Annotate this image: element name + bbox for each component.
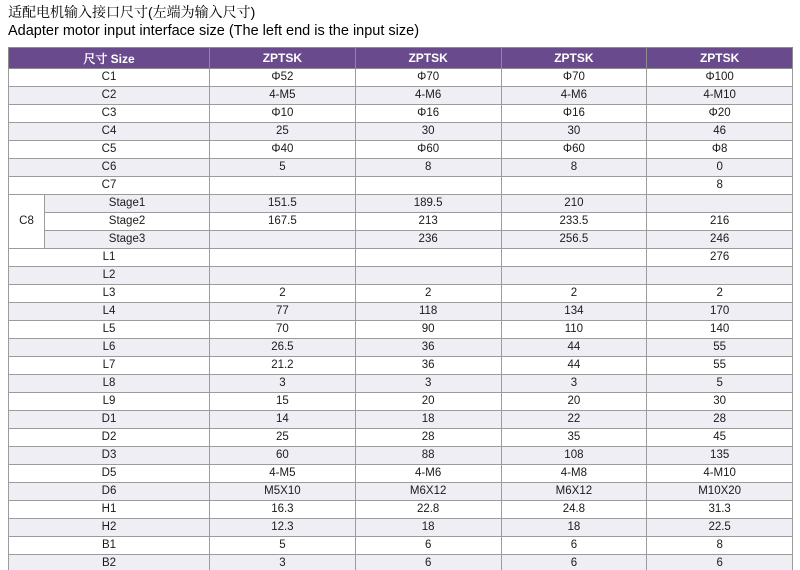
value-cell (355, 177, 501, 195)
value-cell (501, 267, 647, 285)
value-cell: Φ70 (501, 69, 647, 87)
value-cell: Φ20 (647, 105, 793, 123)
value-cell (210, 267, 356, 285)
value-cell: M6X12 (501, 483, 647, 501)
table-row (9, 285, 793, 303)
value-cell: 77 (210, 303, 356, 321)
value-cell: 110 (501, 321, 647, 339)
value-cell (647, 195, 793, 213)
value-cell: 276 (647, 249, 793, 267)
value-cell: 151.5 (210, 195, 356, 213)
value-cell: 46 (647, 123, 793, 141)
table-row (9, 375, 793, 393)
value-cell: 45 (647, 429, 793, 447)
value-cell (355, 249, 501, 267)
value-cell: 5 (647, 375, 793, 393)
value-cell: 3 (210, 555, 356, 570)
table-row (9, 177, 793, 195)
row-label: D5 (9, 465, 210, 483)
value-cell: 88 (355, 447, 501, 465)
row-label: C6 (9, 159, 210, 177)
table-row (9, 141, 793, 159)
value-cell: 30 (355, 123, 501, 141)
table-row (9, 195, 793, 213)
value-cell: 28 (355, 429, 501, 447)
value-cell: 4-M10 (647, 465, 793, 483)
value-cell: 3 (210, 375, 356, 393)
value-cell: 21.2 (210, 357, 356, 375)
table-row (9, 87, 793, 105)
row-label: Stage1 (45, 195, 210, 213)
value-cell: 6 (355, 555, 501, 570)
header-column-zptsk-2: ZPTSK (355, 48, 501, 69)
value-cell: 6 (501, 555, 647, 570)
row-label: C2 (9, 87, 210, 105)
row-label: D3 (9, 447, 210, 465)
value-cell: Φ16 (355, 105, 501, 123)
table-row (9, 105, 793, 123)
value-cell: Φ52 (210, 69, 356, 87)
header-row (9, 48, 793, 69)
row-label: L5 (9, 321, 210, 339)
value-cell: 4-M6 (355, 465, 501, 483)
value-cell: 4-M8 (501, 465, 647, 483)
value-cell: Φ100 (647, 69, 793, 87)
value-cell: 18 (355, 411, 501, 429)
value-cell: 8 (647, 537, 793, 555)
value-cell: 5 (210, 159, 356, 177)
table-row (9, 249, 793, 267)
value-cell: M10X20 (647, 483, 793, 501)
value-cell: 3 (355, 375, 501, 393)
value-cell: 14 (210, 411, 356, 429)
table-row (9, 339, 793, 357)
header-column-zptsk-3: ZPTSK (501, 48, 647, 69)
spec-table-body (9, 69, 793, 570)
value-cell: 55 (647, 357, 793, 375)
value-cell: 167.5 (210, 213, 356, 231)
table-row (9, 159, 793, 177)
value-cell: 8 (647, 177, 793, 195)
value-cell: 4-M6 (355, 87, 501, 105)
value-cell: 8 (501, 159, 647, 177)
value-cell: 60 (210, 447, 356, 465)
value-cell: 30 (647, 393, 793, 411)
value-cell: 22.8 (355, 501, 501, 519)
row-label: C4 (9, 123, 210, 141)
value-cell: 236 (355, 231, 501, 249)
value-cell: 20 (355, 393, 501, 411)
row-label: L6 (9, 339, 210, 357)
value-cell (210, 249, 356, 267)
table-row (9, 447, 793, 465)
header-column-zptsk-1: ZPTSK (210, 48, 356, 69)
value-cell: Φ10 (210, 105, 356, 123)
row-label: B1 (9, 537, 210, 555)
value-cell: 25 (210, 429, 356, 447)
table-row (9, 537, 793, 555)
value-cell: M5X10 (210, 483, 356, 501)
value-cell: 2 (355, 285, 501, 303)
spec-table (8, 47, 793, 570)
value-cell: 5 (210, 537, 356, 555)
row-label: L1 (9, 249, 210, 267)
row-group-label: C8 (9, 195, 45, 249)
row-label: L4 (9, 303, 210, 321)
row-label: Stage3 (45, 231, 210, 249)
value-cell: 30 (501, 123, 647, 141)
value-cell: Φ8 (647, 141, 793, 159)
value-cell (647, 267, 793, 285)
value-cell (355, 267, 501, 285)
value-cell (501, 177, 647, 195)
table-row (9, 429, 793, 447)
value-cell: 6 (355, 537, 501, 555)
value-cell: 4-M5 (210, 87, 356, 105)
table-row (9, 357, 793, 375)
value-cell: 2 (501, 285, 647, 303)
value-cell (501, 249, 647, 267)
value-cell: 12.3 (210, 519, 356, 537)
value-cell: 44 (501, 339, 647, 357)
row-label: B2 (9, 555, 210, 570)
table-row (9, 483, 793, 501)
value-cell: 233.5 (501, 213, 647, 231)
value-cell: 16.3 (210, 501, 356, 519)
value-cell: Φ60 (501, 141, 647, 159)
row-label: L8 (9, 375, 210, 393)
value-cell: 2 (210, 285, 356, 303)
value-cell: 213 (355, 213, 501, 231)
row-label: C5 (9, 141, 210, 159)
value-cell: Φ70 (355, 69, 501, 87)
value-cell: 26.5 (210, 339, 356, 357)
value-cell: 134 (501, 303, 647, 321)
title-english: Adapter motor input interface size (The left end is the input size) (8, 23, 420, 39)
value-cell: Φ60 (355, 141, 501, 159)
value-cell: 118 (355, 303, 501, 321)
value-cell: 35 (501, 429, 647, 447)
value-cell: 6 (501, 537, 647, 555)
value-cell: 108 (501, 447, 647, 465)
table-row (9, 465, 793, 483)
table-row (9, 123, 793, 141)
spec-table-header (9, 48, 793, 69)
value-cell: 210 (501, 195, 647, 213)
row-label: L2 (9, 267, 210, 285)
value-cell: 170 (647, 303, 793, 321)
value-cell: 4-M6 (501, 87, 647, 105)
value-cell: 0 (647, 159, 793, 177)
value-cell: 18 (355, 519, 501, 537)
row-label: C7 (9, 177, 210, 195)
value-cell: 4-M10 (647, 87, 793, 105)
value-cell: 22 (501, 411, 647, 429)
header-size-label: 尺寸 Size (9, 48, 210, 69)
row-label: D1 (9, 411, 210, 429)
value-cell (210, 231, 356, 249)
table-row (9, 555, 793, 570)
row-label: L7 (9, 357, 210, 375)
value-cell: 36 (355, 339, 501, 357)
table-row (9, 501, 793, 519)
row-label: H1 (9, 501, 210, 519)
value-cell: 28 (647, 411, 793, 429)
value-cell: 31.3 (647, 501, 793, 519)
value-cell: 15 (210, 393, 356, 411)
row-label: D6 (9, 483, 210, 501)
value-cell: 90 (355, 321, 501, 339)
table-row (9, 321, 793, 339)
value-cell: 3 (501, 375, 647, 393)
table-row (9, 519, 793, 537)
row-label: H2 (9, 519, 210, 537)
value-cell (210, 177, 356, 195)
header-column-zptsk-4: ZPTSK (647, 48, 793, 69)
table-row (9, 69, 793, 87)
value-cell: Φ40 (210, 141, 356, 159)
value-cell: M6X12 (355, 483, 501, 501)
value-cell: 36 (355, 357, 501, 375)
value-cell: 55 (647, 339, 793, 357)
value-cell: 216 (647, 213, 793, 231)
row-label: D2 (9, 429, 210, 447)
value-cell: 256.5 (501, 231, 647, 249)
value-cell: 44 (501, 357, 647, 375)
value-cell: 8 (355, 159, 501, 177)
value-cell: 246 (647, 231, 793, 249)
table-row (9, 267, 793, 285)
table-row (9, 231, 793, 249)
value-cell: 24.8 (501, 501, 647, 519)
value-cell: 4-M5 (210, 465, 356, 483)
value-cell: 25 (210, 123, 356, 141)
table-row (9, 213, 793, 231)
value-cell: 189.5 (355, 195, 501, 213)
value-cell: 6 (647, 555, 793, 570)
value-cell: 22.5 (647, 519, 793, 537)
value-cell: 20 (501, 393, 647, 411)
value-cell: 135 (647, 447, 793, 465)
row-label: L3 (9, 285, 210, 303)
value-cell: Φ16 (501, 105, 647, 123)
row-label: C1 (9, 69, 210, 87)
row-label: Stage2 (45, 213, 210, 231)
table-row (9, 303, 793, 321)
value-cell: 70 (210, 321, 356, 339)
title-chinese: 适配电机输入接口尺寸(左端为输入尺寸) (8, 4, 256, 20)
table-row (9, 393, 793, 411)
row-label: L9 (9, 393, 210, 411)
value-cell: 140 (647, 321, 793, 339)
table-row (9, 411, 793, 429)
value-cell: 18 (501, 519, 647, 537)
row-label: C3 (9, 105, 210, 123)
value-cell: 2 (647, 285, 793, 303)
